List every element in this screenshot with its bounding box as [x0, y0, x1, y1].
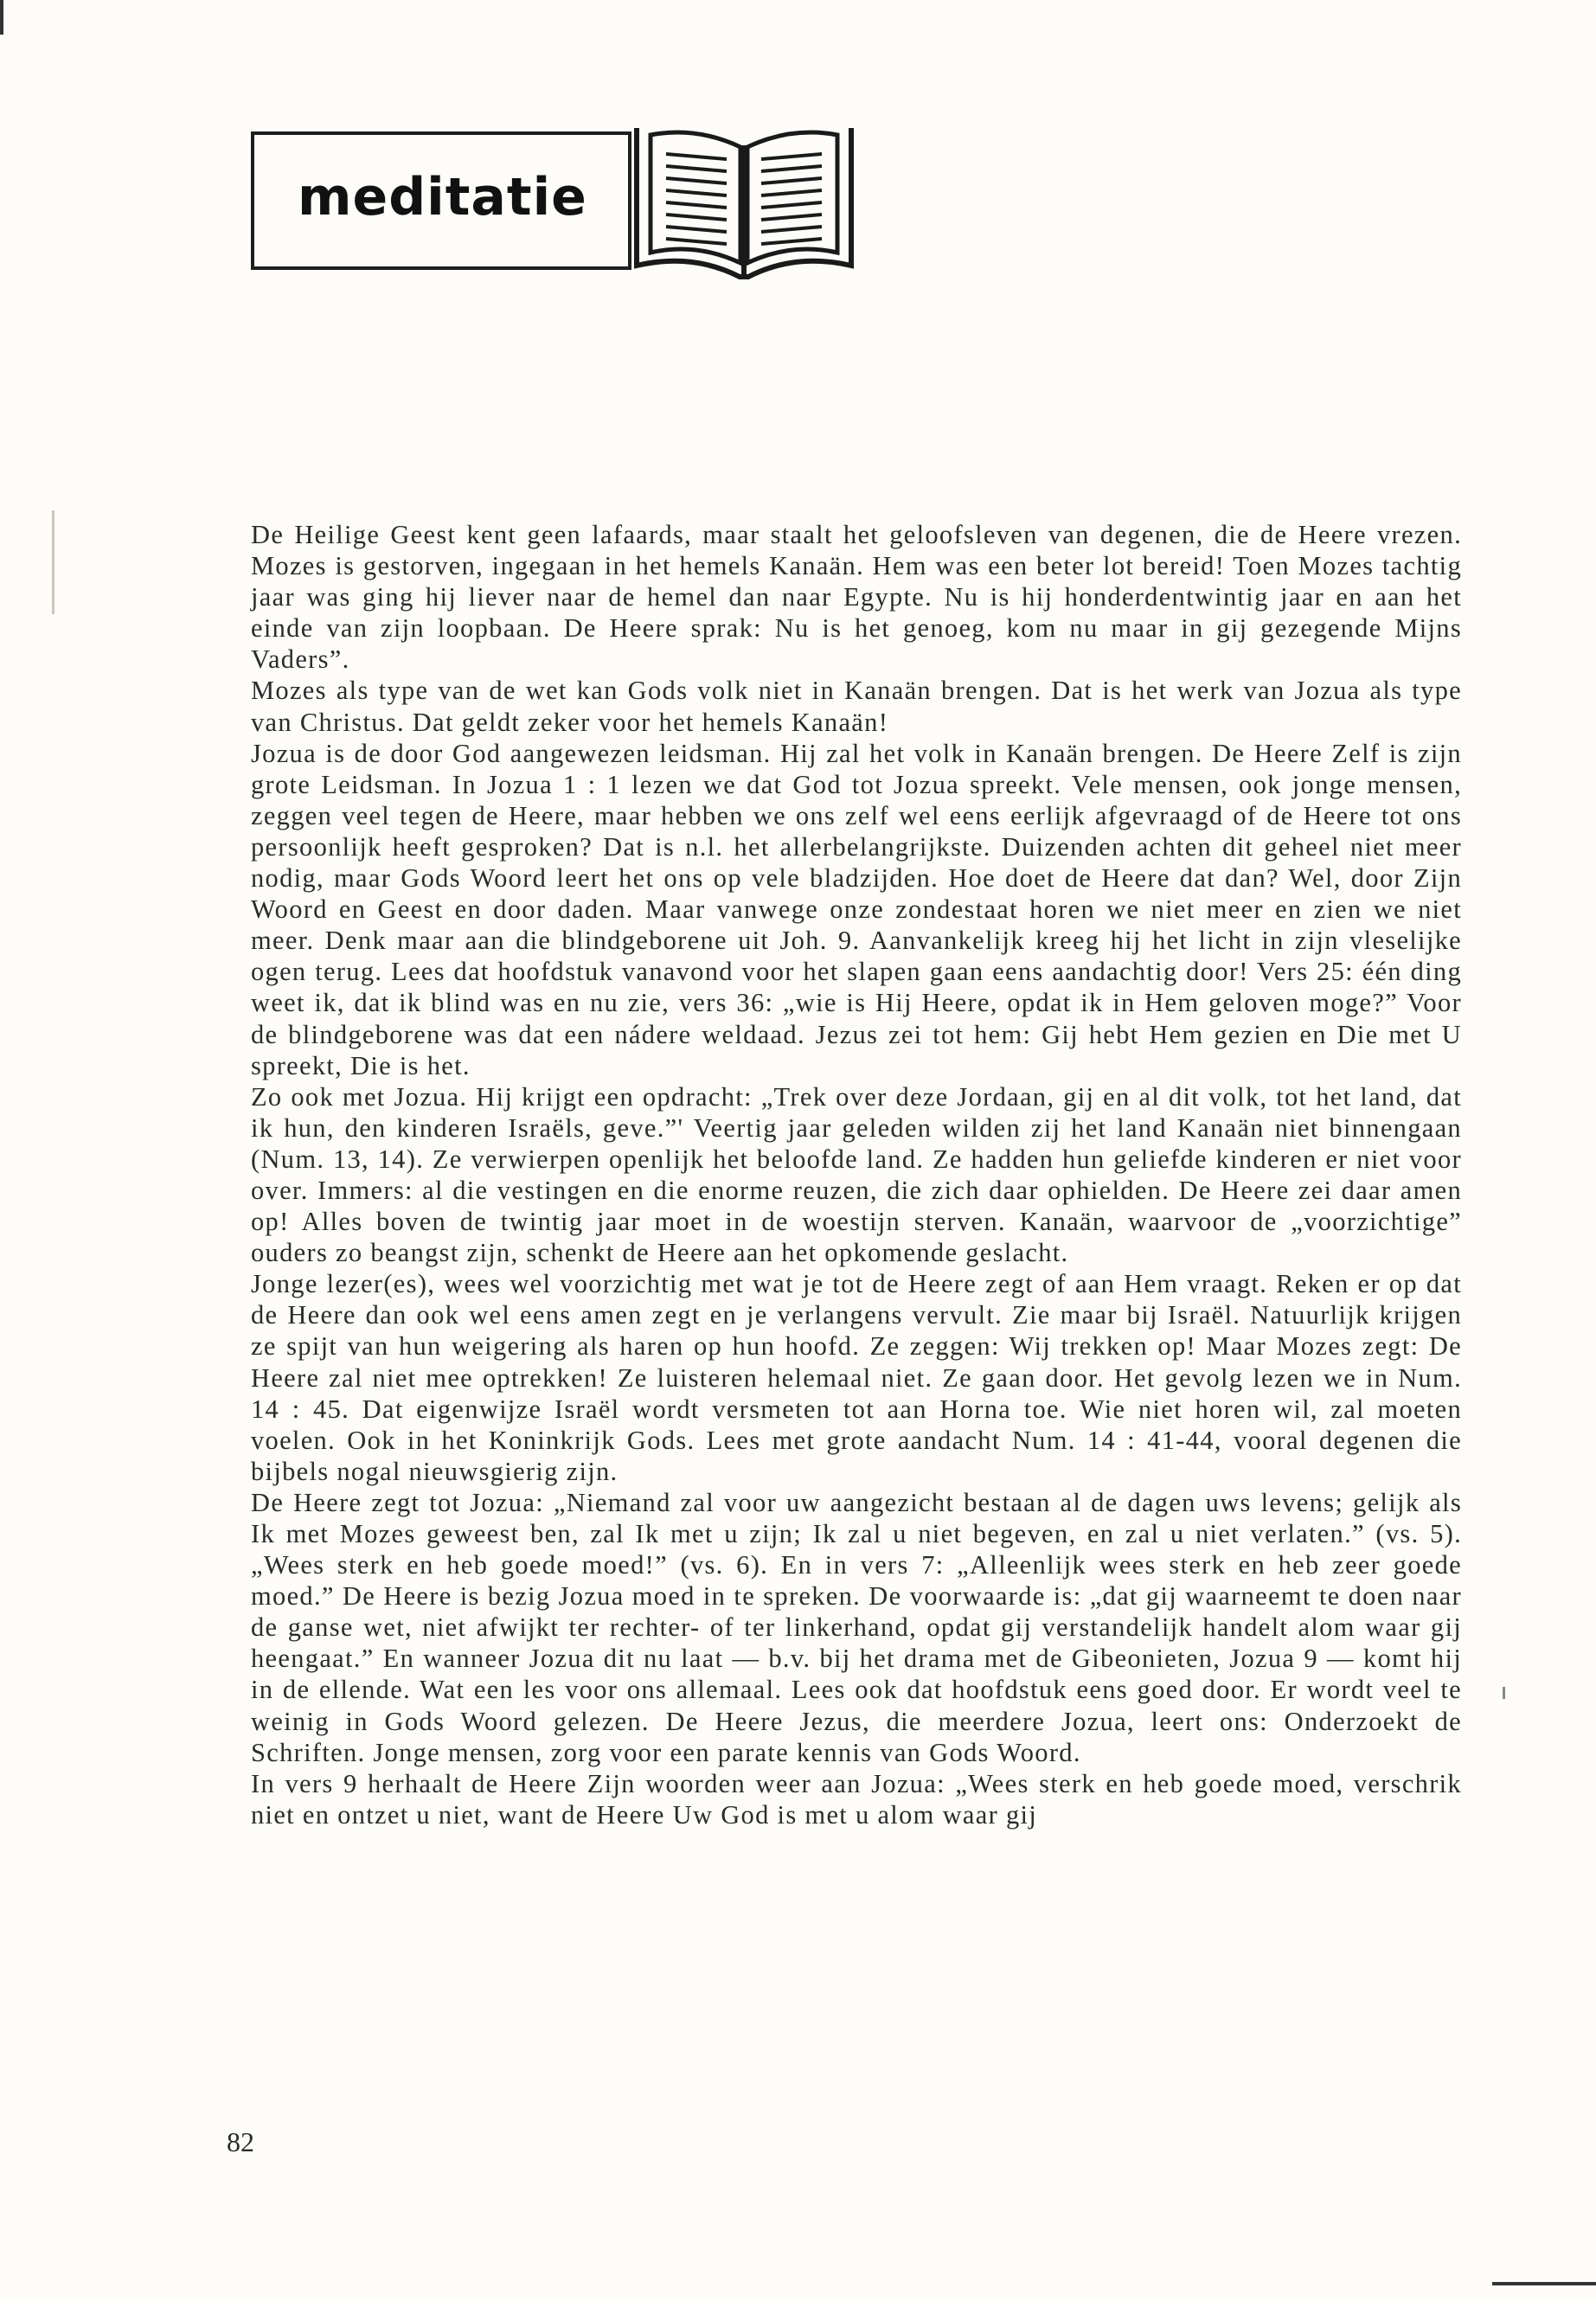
paragraph: In vers 9 herhaalt de Heere Zijn woorden weer aan Jozua: „Wees sterk en heb goede moed, verschrik niet en ontzet u niet, want de Heere Uw God is met u alom waar gij: [251, 1768, 1462, 1830]
scan-edge-mark: [0, 0, 3, 35]
page-number: 82: [227, 2126, 254, 2157]
paragraph: Jozua is de door God aangewezen leidsman. Hij zal het volk in Kanaän brengen. De Heere Zelf is zijn grote Leidsman. In Jozua 1 : 1 lezen we dat God tot Jozua spreekt. Vele mensen, ook jonge mensen, zeggen veel tegen de Heere, maar hebben we ons zelf wel eens eerlijk afgevraagd of de Heere tot ons persoonlijk heeft gesproken? Dat is n.l. het allerbelangrijkste. Duizenden achten dit geheel niet meer nodig, maar Gods Woord leert het ons op vele bladzijden. Hoe doet de Heere dat dan? Wel, door Zijn Woord en Geest en door daden. Maar vanwege onze zondestaat horen we niet meer en zien we niet meer. Denk maar aan die blindgeborene uit Joh. 9. Aanvankelijk kreeg hij het licht in zijn vleselijke ogen terug. Lees dat hoofdstuk vanavond voor het slapen gaan eens aandachtig door! Vers 25: één ding weet ik, dat ik blind was en nu zie, vers 36: „wie is Hij Heere, opdat ik in Hem geloven moge?” Voor de blindgeborene was dat een nádere weldaad. Jezus zei tot hem: Gij hebt Hem gezien en Die met U spreekt, Die is het.: [251, 738, 1462, 1080]
section-title: meditatie: [298, 167, 587, 228]
section-header: [251, 123, 865, 283]
article-body: [251, 519, 1462, 1830]
paragraph: De Heilige Geest kent geen lafaards, maar staalt het geloofsleven van degenen, die de Heere vrezen. Mozes is gestorven, ingegaan in het hemels Kanaän. Hem was een beter lot bereid! Toen Mozes tachtig jaar was ging hij liever naar de hemel dan naar Egypte. Nu is hij honderdentwintig jaar en aan het einde van zijn loopbaan. De Heere sprak: Nu is het genoeg, kom nu maar in gij gezegende Mijns Vaders”.: [251, 520, 1462, 675]
paragraph: Jonge lezer(es), wees wel voorzichtig met wat je tot de Heere zegt of aan Hem vraagt. Reken er op dat de Heere dan ook wel eens amen zegt en je verlangens vervult. Zie maar bij Israël. Natuurlijk krijgen ze spijt van hun weigering als haren op hun hoofd. Ze zeggen: Wij trekken op! Maar Mozes zegt: De Heere zal niet mee optrekken! Ze luisteren helemaal niet. Ze gaan door. Het gevolg lezen we in Num. 14 : 45. Dat eigenwijze Israël wordt versmeten tot aan Horna toe. Wie niet horen wil, zal moeten voelen. Ook in het Koninkrijk Gods. Lees met grote aandacht Num. 14 : 41-44, vooral degenen die bijbels nogal nieuwsgierig zijn.: [251, 1269, 1462, 1486]
scan-edge-mark: [52, 510, 54, 614]
open-book-icon: [631, 123, 856, 283]
scan-edge-mark: [1492, 2282, 1596, 2285]
paragraph: De Heere zegt tot Jozua: „Niemand zal voor uw aangezicht bestaan al de dagen uws levens; gelijk als Ik met Mozes geweest ben, zal Ik met u zijn; Ik zal u niet begeven, en zal u niet verlaten.” (vs. 5). „Wees sterk en heb goede moed!” (vs. 6). En in vers 7: „Alleenlijk wees sterk en heb zeer goede moed.” De Heere is bezig Jozua moed in te spreken. De voorwaarde is: „dat gij waarneemt te doen naar de ganse wet, niet afwijkt ter rechter- of ter linkerhand, opdat gij verstandelijk handelt alom waar gij heengaat.” En wanneer Jozua dit nu laat — b.v. bij het drama met de Gibeonieten, Jozua 9 — komt hij in de ellende. Wat een les voor ons allemaal. Lees ook dat hoofdstuk eens goed door. Er wordt veel te weinig in Gods Woord gelezen. De Heere Jezus, die meerdere Jozua, leert ons: Onderzoekt de Schriften. Jonge mensen, zorg voor een parate kennis van Gods Woord.: [251, 1487, 1462, 1767]
scan-edge-mark: [1503, 1687, 1505, 1699]
title-box: [251, 131, 631, 270]
paragraph: Zo ook met Jozua. Hij krijgt een opdracht: „Trek over deze Jordaan, gij en al dit volk, tot het land, dat ik hun, den kinderen Israëls, geve.”' Veertig jaar geleden wilden zij het land Kanaän niet binnengaan (Num. 13, 14). Ze verwierpen openlijk het beloofde land. Ze hadden hun geliefde kinderen er niet voor over. Immers: al die vestingen en die enorme reuzen, die zich daar ophielden. De Heere zei daar amen op! Alles boven de twintig jaar moet in de woestijn sterven. Kanaän, waarvoor de „voorzichtige” ouders zo beangst zijn, schenkt de Heere aan het opkomende geslacht.: [251, 1081, 1462, 1268]
paragraph: Mozes als type van de wet kan Gods volk niet in Kanaän brengen. Dat is het werk van Jozua als type van Christus. Dat geldt zeker voor het hemels Kanaän!: [251, 676, 1462, 737]
